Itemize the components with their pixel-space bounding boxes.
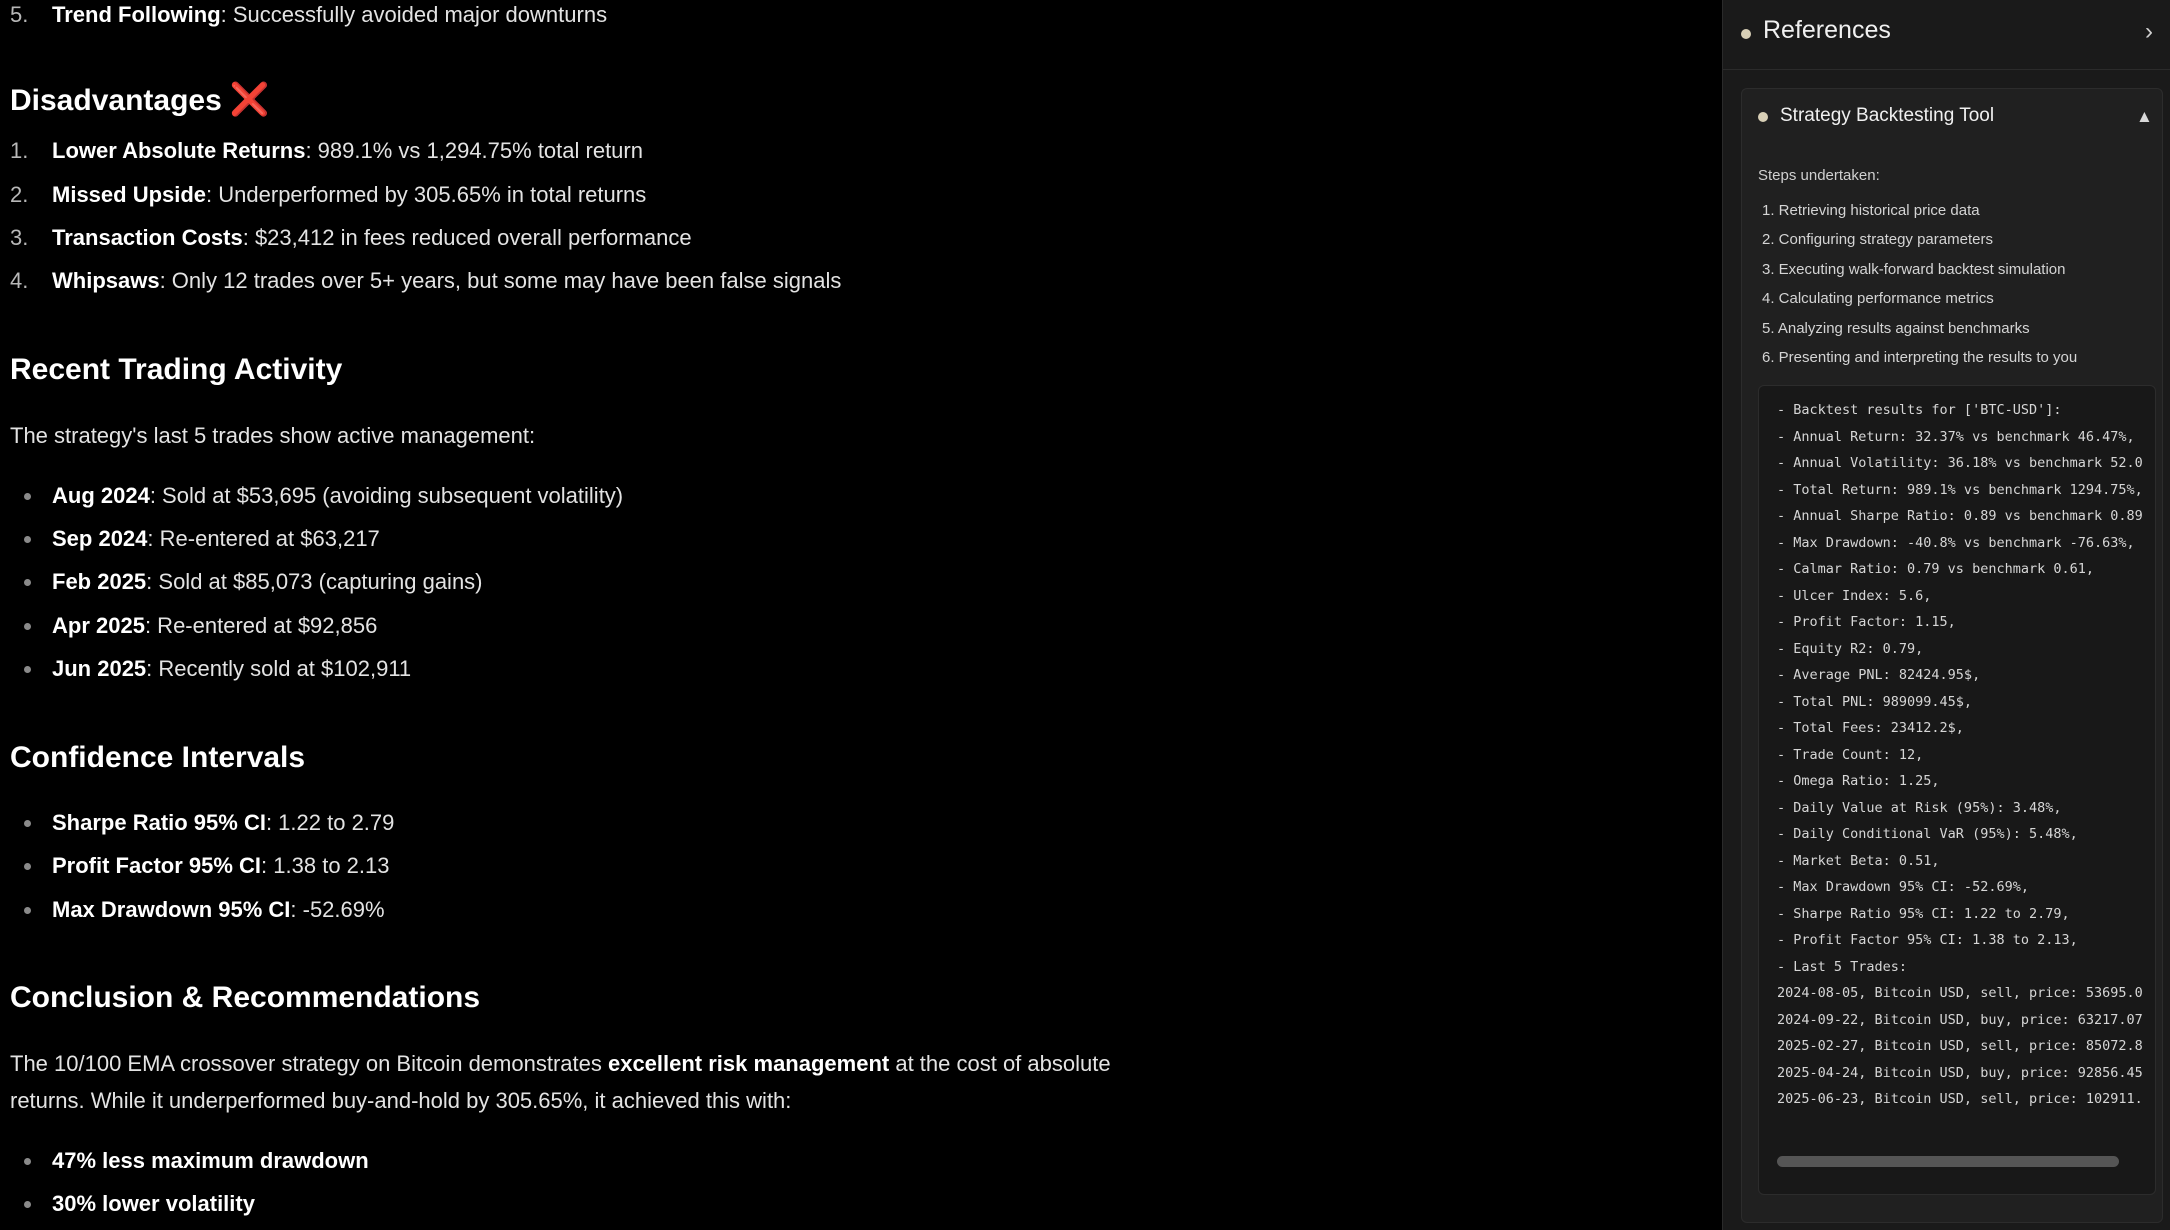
code-line: - Omega Ratio: 1.25, bbox=[1777, 773, 1940, 789]
list-number: 5. bbox=[10, 2, 29, 27]
code-line: - Profit Factor 95% CI: 1.38 to 2.13, bbox=[1777, 932, 2078, 948]
code-line: - Total Fees: 23412.2$, bbox=[1777, 720, 1964, 736]
item-title: Trend Following bbox=[52, 2, 221, 27]
item-title: Jun 2025 bbox=[52, 656, 147, 681]
conclusion-line-2: returns. While it underperformed buy-and-hold by 305.65%, it achieved this with: bbox=[10, 1088, 792, 1113]
recent-trading-heading: Recent Trading Activity bbox=[10, 353, 343, 386]
item-text: : 1.22 to 2.79 bbox=[265, 810, 395, 835]
step-item: 4. Calculating performance metrics bbox=[1762, 290, 1994, 308]
confidence-item bbox=[52, 808, 394, 839]
disadvantage-item bbox=[10, 223, 692, 254]
item-text: : Sold at $53,695 (avoiding subsequent volatility) bbox=[149, 483, 624, 508]
step-item: 2. Configuring strategy parameters bbox=[1762, 231, 1993, 249]
code-line: - Total Return: 989.1% vs benchmark 1294.75%, bbox=[1777, 481, 2143, 498]
item-title: Whipsaws bbox=[52, 268, 160, 293]
confidence-item bbox=[52, 851, 389, 882]
code-line: - Sharpe Ratio 95% CI: 1.22 to 2.79, bbox=[1777, 905, 2070, 922]
trade-item bbox=[52, 481, 623, 512]
item-text: : Underperformed by 305.65% in total returns bbox=[206, 182, 647, 207]
conclusion-paragraph bbox=[10, 1045, 1210, 1119]
horizontal-scrollbar[interactable] bbox=[1777, 1154, 2137, 1168]
item-title: Aug 2024 bbox=[52, 483, 150, 508]
code-output-block bbox=[1758, 385, 2156, 1195]
code-line: - Equity R2: 0.79, bbox=[1777, 640, 1924, 657]
confidence-heading: Confidence Intervals bbox=[10, 741, 306, 774]
status-dot-icon bbox=[1758, 112, 1768, 122]
item-text: : Successfully avoided major downturns bbox=[220, 2, 608, 27]
step-item: 1. Retrieving historical price data bbox=[1762, 202, 1980, 219]
code-line: - Profit Factor: 1.15, bbox=[1777, 614, 1956, 630]
code-line: 2025-04-24, Bitcoin USD, buy, price: 92856.45 bbox=[1777, 1064, 2143, 1081]
references-header[interactable] bbox=[1723, 0, 2170, 70]
item-text: : 989.1% vs 1,294.75% total return bbox=[305, 138, 643, 163]
list-number: 4. bbox=[10, 268, 29, 293]
chevron-right-icon[interactable]: › bbox=[2145, 18, 2153, 45]
trade-item bbox=[52, 524, 380, 555]
heading-text: Disadvantages bbox=[10, 84, 222, 117]
disadvantage-item bbox=[10, 136, 643, 167]
item-title: Sharpe Ratio 95% CI bbox=[52, 810, 266, 835]
code-line: - Trade Count: 12, bbox=[1777, 746, 1924, 763]
code-line: - Backtest results for ['BTC-USD']: bbox=[1777, 402, 2062, 418]
para-text: at the cost of absolute bbox=[889, 1051, 1111, 1076]
item-title: Sep 2024 bbox=[52, 526, 148, 551]
advantage-item bbox=[10, 0, 607, 31]
item-title: Max Drawdown 95% CI bbox=[52, 897, 291, 922]
item-text: : Only 12 trades over 5+ years, but some may have been false signals bbox=[159, 268, 842, 293]
code-line: - Ulcer Index: 5.6, bbox=[1777, 587, 1932, 604]
item-title: 47% less maximum drawdown bbox=[52, 1148, 369, 1173]
code-line: 2025-06-23, Bitcoin USD, sell, price: 102911. bbox=[1777, 1091, 2143, 1107]
item-title: Apr 2025 bbox=[52, 613, 145, 638]
cross-mark-icon: ❌ bbox=[229, 81, 270, 117]
disadvantages-heading bbox=[10, 80, 270, 118]
trade-item bbox=[52, 654, 411, 685]
item-title: Feb 2025 bbox=[52, 569, 147, 594]
caret-up-icon[interactable]: ▲ bbox=[2136, 107, 2153, 126]
item-text: : Re-entered at $63,217 bbox=[147, 526, 380, 551]
list-number: 1. bbox=[10, 138, 29, 163]
tool-card-header[interactable] bbox=[1742, 89, 2162, 145]
conclusion-item bbox=[52, 1189, 255, 1220]
code-line: - Last 5 Trades: bbox=[1777, 958, 1908, 975]
item-text: : Re-entered at $92,856 bbox=[144, 613, 378, 638]
code-line: - Annual Volatility: 36.18% vs benchmark 52.0 bbox=[1777, 455, 2143, 471]
status-dot-icon bbox=[1741, 29, 1751, 39]
code-line: - Max Drawdown: -40.8% vs benchmark -76.63%, bbox=[1777, 534, 2135, 551]
item-title: 30% lower volatility bbox=[52, 1191, 255, 1216]
trade-item bbox=[52, 567, 483, 598]
code-line: - Total PNL: 989099.45$, bbox=[1777, 693, 1973, 710]
code-line: 2025-02-27, Bitcoin USD, sell, price: 85072.8 bbox=[1777, 1038, 2143, 1054]
trade-item bbox=[52, 611, 377, 642]
item-text: : $23,412 in fees reduced overall performance bbox=[242, 225, 692, 250]
conclusion-line-1 bbox=[10, 1045, 1210, 1082]
list-number: 3. bbox=[10, 225, 29, 250]
conclusion-heading: Conclusion & Recommendations bbox=[10, 981, 481, 1014]
disadvantage-item bbox=[10, 266, 841, 297]
item-title: Missed Upside bbox=[52, 182, 207, 207]
confidence-item bbox=[52, 895, 385, 926]
para-bold: excellent risk management bbox=[607, 1051, 890, 1076]
references-panel bbox=[1722, 0, 2170, 1230]
code-line: - Max Drawdown 95% CI: -52.69%, bbox=[1777, 879, 2029, 895]
list-number: 2. bbox=[10, 182, 29, 207]
tool-card bbox=[1741, 88, 2163, 1223]
code-line: - Market Beta: 0.51, bbox=[1777, 852, 1940, 869]
item-title: Transaction Costs bbox=[52, 225, 243, 250]
references-title: References bbox=[1763, 16, 1891, 44]
code-line: - Average PNL: 82424.95$, bbox=[1777, 667, 1981, 683]
item-text: : 1.38 to 2.13 bbox=[261, 853, 390, 878]
steps-label: Steps undertaken: bbox=[1758, 167, 1880, 184]
item-text: : -52.69% bbox=[290, 897, 385, 922]
code-line: - Annual Sharpe Ratio: 0.89 vs benchmark 0.89 bbox=[1777, 508, 2143, 524]
item-title: Profit Factor 95% CI bbox=[52, 853, 262, 878]
step-item: 5. Analyzing results against benchmarks bbox=[1762, 319, 2030, 337]
disadvantage-item bbox=[10, 180, 646, 211]
code-line: - Calmar Ratio: 0.79 vs benchmark 0.61, bbox=[1777, 561, 2094, 577]
code-line: - Daily Value at Risk (95%): 3.48%, bbox=[1777, 799, 2062, 816]
item-text: : Recently sold at $102,911 bbox=[146, 656, 412, 681]
item-text: : Sold at $85,073 (capturing gains) bbox=[146, 569, 483, 594]
conclusion-item bbox=[52, 1146, 369, 1177]
recent-trading-intro: The strategy's last 5 trades show active management: bbox=[10, 423, 536, 448]
code-line: 2024-09-22, Bitcoin USD, buy, price: 63217.07 bbox=[1777, 1011, 2143, 1028]
step-item: 3. Executing walk-forward backtest simulation bbox=[1762, 260, 2066, 278]
code-line: - Annual Return: 32.37% vs benchmark 46.47%, bbox=[1777, 428, 2135, 445]
para-text: The 10/100 EMA crossover strategy on Bitcoin demonstrates bbox=[10, 1051, 608, 1076]
code-line: - Daily Conditional VaR (95%): 5.48%, bbox=[1777, 826, 2078, 842]
item-title: Lower Absolute Returns bbox=[52, 138, 306, 163]
tool-title: Strategy Backtesting Tool bbox=[1780, 105, 1995, 126]
scrollbar-thumb[interactable] bbox=[1777, 1156, 2119, 1167]
code-line: 2024-08-05, Bitcoin USD, sell, price: 53695.0 bbox=[1777, 985, 2143, 1001]
step-item: 6. Presenting and interpreting the results to you bbox=[1762, 349, 2078, 366]
